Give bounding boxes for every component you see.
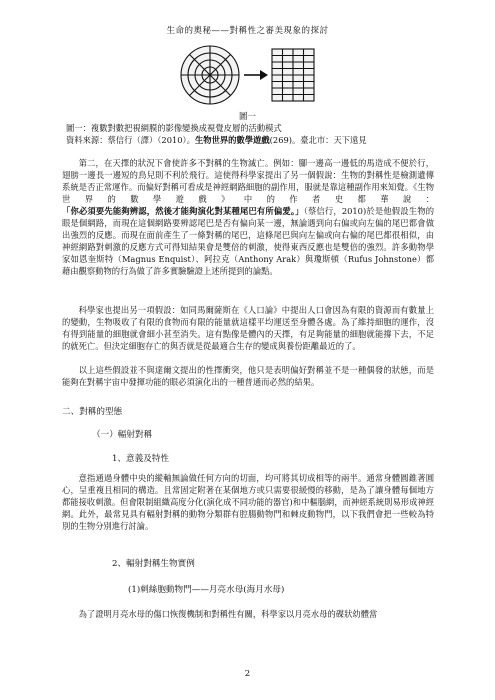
retina-pattern-icon — [181, 46, 239, 104]
paragraph-text: （蔡信行，2010)於是他假設生物的眼是個網路，而現在這個網路要辨認尾巴是否有偏向某一邊，無論遇到向右偏或向左偏的尾巴都會做出強烈的反應。而現在面前產生了一條對稱的尾巴，這條尾巴與向左偏或向右偏的尾巴都很相似，由神經網路對刺激的反應方式可得知結果會是雙倍的刺激，使得東西反應也是雙倍的強烈。許多動物學家如恩奎斯特（Magnus Enquist）、阿拉克（Anthony Arak）與瓊斯頓（Rufus Johnstone）都藉由觀察動物的行為做了許多實驗驗證上述所提到的論點。 — [62, 206, 434, 276]
source-suffix: (269)。臺北市：天下遠見 — [269, 135, 367, 145]
example-heading: (1)刺絲胞動物門——月亮水母(海月水母) — [128, 585, 285, 595]
source-book-title: 生物世界的數學遊戲 — [194, 135, 270, 145]
figure-log-polar-diagram — [178, 42, 318, 108]
cortex-grid-icon — [272, 49, 314, 101]
running-header: 生命的奧秘——對稱性之審美現象的探討 — [166, 26, 329, 36]
paragraph-conclusion: 以上這些假設並不與達爾文提出的性擇衝突，他只是表明偏好對稱並不是一種偶發的狀態，而是能夠在對稱宇宙中發揮功能的眼必須演化出的一種普通而必然的結果。 — [62, 365, 434, 387]
paragraph-resource-hypothesis: 科學家也提出另一項假設：如同馬爾薩斯在《人口論》中提出人口會因為有限的資源而有數量上的變動，生物吸收了有限的食物而有限的能量就這樣平均運送至身體各處。為了維持細胞的運作，沒有得到能量的細胞就會細小甚至消失。這有點像是體內的天擇，有足夠能量的細胞就能撐下去，不足的就死亡。但決定細胞存亡的與否就是從最適合生存的變成與養份距離最近的了。 — [62, 305, 434, 351]
subsubsection-heading: 1、意義及特性 — [112, 454, 170, 464]
paragraph-text: 第二，在天擇的狀況下會使許多不對稱的生物滅亡。例如：腳一邊高一邊低的馬造成不便於行，翅膀一邊長一邊短的鳥兒則不利於飛行。這使得科學家提出了另一個假說：生物的對稱性是檢測遺傳系統是否正常運作。而偏好對稱可看成是神經網路細胞的副作用，服就是靠這種副作用來知覺。《生物世界的數學遊戲》中的作者史都華說： — [62, 158, 434, 204]
paragraph-jellyfish: 為了證明月亮水母的傷口恢復機制和對稱性有關，科學家以月亮水母的碟狀幼體當 — [78, 609, 378, 619]
figure-description: 圖一：複數對數把視網膜的影像變換成視覺皮層的活動模式 — [66, 123, 282, 133]
bold-quote: 「你必須要先能夠辨認，然後才能夠演化對某種尾巴有所偏愛。」 — [62, 206, 304, 216]
section-heading: 二、對稱的型態 — [62, 407, 123, 417]
paragraph-natural-selection — [62, 157, 434, 277]
source-prefix: 資料來源：蔡信行（譯）（2010）。 — [66, 135, 195, 145]
subsection-heading: （一）輻射對稱 — [92, 430, 153, 440]
figure-source — [66, 134, 446, 146]
page-number: 2 — [244, 669, 251, 679]
arrow-right-icon — [244, 70, 268, 80]
subsubsection-heading: 2、輻射對稱生物實例 — [112, 559, 195, 569]
figure-caption: 圖一 — [238, 112, 256, 122]
paragraph-radial-definition: 意指通過身體中央的縱軸無論做任何方向的切面，均可將其切成相等的兩半。通常身體圓錐著圓心，呈重複且相同的構造。且常固定附著在某個地方或只需要很緩慢的移動，是為了讓身體每個地方都能接收刺激。但會限制組織高度分化(演化成不同功能的器官)和中樞腦網，而神經系統則易形成神經網。此外，最常見具有輻射對稱的動物分類群有腔腸動物門和棘皮動物門，以下我們會把一些較為特別的生物分別進行討論。 — [62, 473, 434, 531]
figure-notes — [66, 122, 446, 146]
